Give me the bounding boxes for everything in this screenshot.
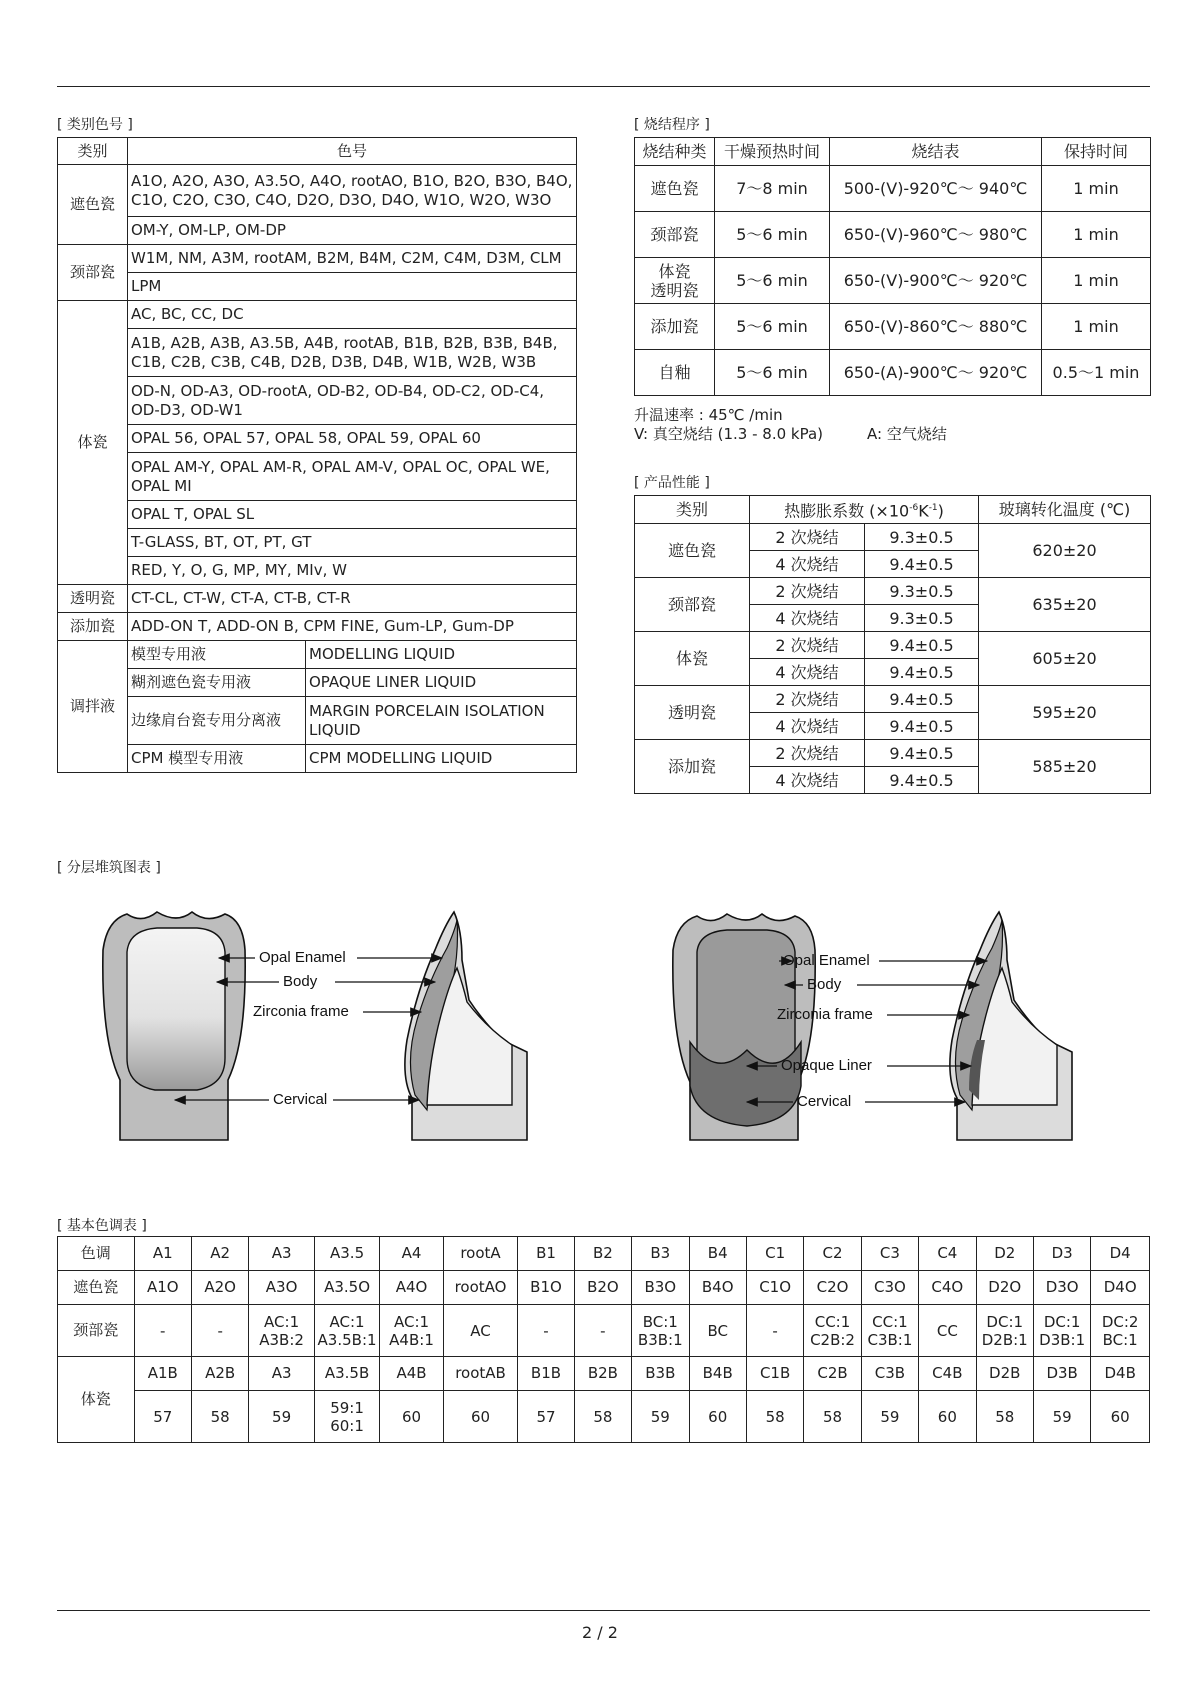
heating-rate: 升温速率 : 45℃ /min <box>634 406 783 424</box>
shade-cell: B3 <box>632 1237 689 1271</box>
firing-header-cell: 干燥预热时间 <box>715 138 830 166</box>
right-side-tooth <box>950 912 1072 1140</box>
label-opal-enamel-right: Opal Enamel <box>783 952 870 969</box>
body-cell: B2B <box>574 1357 631 1391</box>
firing-header-cell: 烧结种类 <box>635 138 715 166</box>
firing-cell: 颈部瓷 <box>635 212 715 258</box>
firing-row <box>635 166 1151 212</box>
shade-cell-line: C2B:2 <box>810 1330 855 1349</box>
footer-rule <box>57 1610 1150 1611</box>
firing-cell: 650-(A)-900℃～ 920℃ <box>830 350 1042 396</box>
body-cell: C3B <box>861 1357 918 1391</box>
firing-count: 2 次烧结 <box>750 524 865 551</box>
tg-value: 605±20 <box>979 632 1151 686</box>
category-header-codes: 色号 <box>128 138 577 165</box>
firing-header-row <box>635 138 1151 166</box>
shade-cell: D2 <box>976 1237 1033 1271</box>
opal-cell <box>574 1391 631 1443</box>
shade-cell-line: 60 <box>708 1407 728 1426</box>
category-row <box>58 745 577 773</box>
shade-cell-line: 58 <box>210 1407 230 1426</box>
cervical-cell <box>632 1305 689 1357</box>
firing-cell: 体瓷 透明瓷 <box>635 258 715 304</box>
row-label-cervical: 颈部瓷 <box>58 1305 135 1357</box>
shade-cell-line: C3B:1 <box>867 1330 913 1349</box>
firing-cell: 5～6 min <box>715 304 830 350</box>
shade-cell-line: - <box>772 1321 778 1340</box>
liquid-name-en: MODELLING LIQUID <box>306 641 577 669</box>
shade-cell: A4 <box>380 1237 443 1271</box>
opaque-cell: C1O <box>746 1271 803 1305</box>
liquid-name-en: CPM MODELLING LIQUID <box>306 745 577 773</box>
firing-header-cell: 保持时间 <box>1042 138 1151 166</box>
air-note: A: 空气烧结 <box>867 425 947 443</box>
shade-cell: C3 <box>861 1237 918 1271</box>
shade-cell-line: 60:1 <box>330 1416 364 1435</box>
category-row <box>58 217 577 245</box>
opaque-cell: A3O <box>249 1271 314 1305</box>
vacuum-note: V: 真空烧结 (1.3 - 8.0 kPa) <box>634 425 824 443</box>
shade-cell-line: BC <box>707 1321 728 1340</box>
firing-cell: 5～6 min <box>715 350 830 396</box>
opaque-cell: rootAO <box>443 1271 518 1305</box>
firing-row <box>635 350 1151 396</box>
category-row <box>58 641 577 669</box>
shade-cell: A3 <box>249 1237 314 1271</box>
opaque-row <box>58 1271 1150 1305</box>
shade-cell-line: 58 <box>593 1407 613 1426</box>
category-row <box>58 273 577 301</box>
opal-cell <box>443 1391 518 1443</box>
cte-value: 9.4±0.5 <box>865 551 979 578</box>
firing-cell: 1 min <box>1042 258 1151 304</box>
liquid-name-cn: 糊剂遮色瓷专用液 <box>128 669 306 697</box>
opal-cell <box>689 1391 746 1443</box>
body-cell: A3.5B <box>314 1357 379 1391</box>
cte-value: 9.3±0.5 <box>865 578 979 605</box>
category-row <box>58 245 577 273</box>
shade-cell: A1 <box>134 1237 191 1271</box>
cervical-cell <box>689 1305 746 1357</box>
body-cell: B3B <box>632 1357 689 1391</box>
firing-cell: 5～6 min <box>715 258 830 304</box>
opaque-cell: A3.5O <box>314 1271 379 1305</box>
category-row <box>58 425 577 453</box>
body-cell: C4B <box>919 1357 976 1391</box>
cervical-cell <box>134 1305 191 1357</box>
cervical-cell <box>1033 1305 1090 1357</box>
property-row <box>635 632 1151 659</box>
category-name: 透明瓷 <box>58 585 128 613</box>
opal-cell <box>804 1391 861 1443</box>
firing-count: 2 次烧结 <box>750 578 865 605</box>
opal-cell <box>518 1391 574 1443</box>
shade-cell-line: DC:1 <box>1043 1312 1081 1331</box>
body-cell: B4B <box>689 1357 746 1391</box>
shade-cell-line: 59 <box>880 1407 900 1426</box>
header-rule <box>57 86 1150 87</box>
category-codes: OPAL AM-Y, OPAL AM-R, OPAL AM-V, OPAL OC, OPAL WE, OPAL MI <box>128 453 577 501</box>
firing-cell: 650-(V)-900℃～ 920℃ <box>830 258 1042 304</box>
label-zirconia-left: Zirconia frame <box>253 1003 349 1020</box>
shade-cell: B1 <box>518 1237 574 1271</box>
firing-notes <box>634 406 947 444</box>
shade-cell-line: - <box>160 1321 166 1340</box>
shade-cell-line: 60 <box>1110 1407 1130 1426</box>
prop-header-category: 类别 <box>635 496 750 524</box>
liquid-name-cn: 模型专用液 <box>128 641 306 669</box>
shade-cell-line: D3B:1 <box>1039 1330 1086 1349</box>
opal-cell <box>919 1391 976 1443</box>
row-label-body: 体瓷 <box>58 1357 135 1443</box>
left-front-tooth <box>103 912 245 1140</box>
category-codes: OPAL 56, OPAL 57, OPAL 58, OPAL 59, OPAL 60 <box>128 425 577 453</box>
shade-cell-line: AC <box>470 1321 491 1340</box>
firing-count: 2 次烧结 <box>750 632 865 659</box>
category-codes: CT-CL, CT-W, CT-A, CT-B, CT-R <box>128 585 577 613</box>
category-row <box>58 585 577 613</box>
page-number: 2 / 2 <box>582 1623 618 1642</box>
shade-cell-line: 57 <box>536 1407 556 1426</box>
shade-cell-line: A3B:2 <box>259 1330 304 1349</box>
body-cell: D4B <box>1091 1357 1150 1391</box>
tg-value: 585±20 <box>979 740 1151 794</box>
opaque-cell: C4O <box>919 1271 976 1305</box>
layering-diagram <box>57 890 1150 1150</box>
shade-row <box>58 1237 1150 1271</box>
property-category: 添加瓷 <box>635 740 750 794</box>
shade-cell-line: 59 <box>650 1407 670 1426</box>
cte-value: 9.4±0.5 <box>865 713 979 740</box>
tg-value: 595±20 <box>979 686 1151 740</box>
firing-cell: 1 min <box>1042 304 1151 350</box>
category-header-type: 类别 <box>58 138 128 165</box>
shade-cell-line: BC:1 <box>642 1312 678 1331</box>
firing-cell: 650-(V)-960℃～ 980℃ <box>830 212 1042 258</box>
cte-value: 9.4±0.5 <box>865 767 979 794</box>
category-codes: ADD-ON T, ADD-ON B, CPM FINE, Gum-LP, Gum-DP <box>128 613 577 641</box>
shade-cell-line: - <box>543 1321 549 1340</box>
cte-value: 9.4±0.5 <box>865 659 979 686</box>
firing-cell: 1 min <box>1042 212 1151 258</box>
cervical-row <box>58 1305 1150 1357</box>
section-title-properties: [ 产品性能 ] <box>634 475 710 491</box>
label-opal-enamel-left: Opal Enamel <box>259 949 346 966</box>
opal-cell <box>380 1391 443 1443</box>
liquid-name-en: OPAQUE LINER LIQUID <box>306 669 577 697</box>
property-row <box>635 578 1151 605</box>
body-cell: D2B <box>976 1357 1033 1391</box>
shade-cell: rootA <box>443 1237 518 1271</box>
shade-cell-line: DC:2 <box>1101 1312 1139 1331</box>
opaque-cell: B3O <box>632 1271 689 1305</box>
firing-row <box>635 258 1151 304</box>
tg-value: 635±20 <box>979 578 1151 632</box>
row-label-opaque: 遮色瓷 <box>58 1271 135 1305</box>
opaque-cell: B1O <box>518 1271 574 1305</box>
shade-cell: B4 <box>689 1237 746 1271</box>
shade-cell-line: 60 <box>470 1407 491 1426</box>
shade-cell-line: 58 <box>822 1407 843 1426</box>
opal-cell <box>1033 1391 1090 1443</box>
cervical-cell <box>443 1305 518 1357</box>
category-name: 体瓷 <box>58 301 128 585</box>
label-cervical-right: Cervical <box>797 1093 852 1110</box>
body-cell: B1B <box>518 1357 574 1391</box>
body-cell: A1B <box>134 1357 191 1391</box>
opal-cell <box>191 1391 248 1443</box>
shade-cell: C1 <box>746 1237 803 1271</box>
firing-count: 4 次烧结 <box>750 605 865 632</box>
category-row <box>58 557 577 585</box>
firing-row <box>635 304 1151 350</box>
opaque-cell: B4O <box>689 1271 746 1305</box>
shade-cell-line: 60 <box>937 1407 957 1426</box>
cervical-cell <box>191 1305 248 1357</box>
firing-count: 2 次烧结 <box>750 686 865 713</box>
shade-cell-line: 59 <box>272 1407 292 1426</box>
category-name: 颈部瓷 <box>58 245 128 301</box>
shade-cell: A3.5 <box>314 1237 379 1271</box>
label-body-right: Body <box>807 976 842 993</box>
category-codes: A1O, A2O, A3O, A3.5O, A4O, rootAO, B1O, B2O, B3O, B4O, C1O, C2O, C3O, C4O, D2O, D3O, D4O, W1O, W2O, W3O <box>128 165 577 217</box>
label-cervical-left: Cervical <box>273 1091 328 1108</box>
cte-value: 9.4±0.5 <box>865 686 979 713</box>
shade-cell-line: 58 <box>995 1407 1015 1426</box>
firing-count: 4 次烧结 <box>750 767 865 794</box>
category-row <box>58 453 577 501</box>
category-row <box>58 697 577 745</box>
opaque-cell: B2O <box>574 1271 631 1305</box>
shade-cell-line: AC:1 <box>329 1312 365 1331</box>
category-codes: T-GLASS, BT, OT, PT, GT <box>128 529 577 557</box>
row-label-shade: 色调 <box>58 1237 135 1271</box>
shade-cell-line: AC:1 <box>264 1312 300 1331</box>
shade-cell-line: BC:1 <box>1102 1330 1138 1349</box>
category-row <box>58 529 577 557</box>
opaque-cell: A1O <box>134 1271 191 1305</box>
opal-cell <box>632 1391 689 1443</box>
category-row <box>58 329 577 377</box>
property-row <box>635 524 1151 551</box>
opal-row <box>58 1391 1150 1443</box>
firing-cell: 自釉 <box>635 350 715 396</box>
shade-cell-line: CC <box>936 1321 958 1340</box>
prop-header-cte: 热膨胀系数 $(\times 10^{-6}K^{-1})$ <box>750 496 979 524</box>
shade-cell-line: A4B:1 <box>389 1330 434 1349</box>
firing-cell: 650-(V)-860℃～ 880℃ <box>830 304 1042 350</box>
opal-cell <box>249 1391 314 1443</box>
liquid-name-en: MARGIN PORCELAIN ISOLATION LIQUID <box>306 697 577 745</box>
firing-cell: 500-(V)-920℃～ 940℃ <box>830 166 1042 212</box>
property-category: 透明瓷 <box>635 686 750 740</box>
cervical-cell <box>518 1305 574 1357</box>
tg-value: 620±20 <box>979 524 1151 578</box>
cte-value: 9.4±0.5 <box>865 740 979 767</box>
cervical-cell <box>976 1305 1033 1357</box>
shade-cell-line: DC:1 <box>986 1312 1024 1331</box>
category-codes: OM-Y, OM-LP, OM-DP <box>128 217 577 245</box>
body-cell: A3 <box>249 1357 314 1391</box>
category-name: 添加瓷 <box>58 613 128 641</box>
shade-cell: A2 <box>191 1237 248 1271</box>
category-table <box>57 137 577 773</box>
category-codes: W1M, NM, A3M, rootAM, B2M, B4M, C2M, C4M, D3M, CLM <box>128 245 577 273</box>
body-cell: C2B <box>804 1357 861 1391</box>
firing-table <box>634 137 1151 396</box>
shade-cell-line: 57 <box>153 1407 173 1426</box>
category-row <box>58 501 577 529</box>
firing-row <box>635 212 1151 258</box>
shade-cell-line: - <box>600 1321 606 1340</box>
opal-cell <box>1091 1391 1150 1443</box>
shade-cell-line: 60 <box>401 1407 422 1426</box>
opaque-cell: D2O <box>976 1271 1033 1305</box>
firing-mode-notes <box>634 425 947 444</box>
category-codes: AC, BC, CC, DC <box>128 301 577 329</box>
firing-cell: 7～8 min <box>715 166 830 212</box>
section-title-layering: [ 分层堆筑图表 ] <box>57 860 161 876</box>
shade-cell-line: CC:1 <box>872 1312 908 1331</box>
category-header-row <box>58 138 577 165</box>
cte-value: 9.3±0.5 <box>865 605 979 632</box>
category-codes: RED, Y, O, G, MP, MY, MIv, W <box>128 557 577 585</box>
opaque-cell: C2O <box>804 1271 861 1305</box>
property-row <box>635 686 1151 713</box>
shade-cell: B2 <box>574 1237 631 1271</box>
label-body-left: Body <box>283 973 318 990</box>
category-codes: A1B, A2B, A3B, A3.5B, A4B, rootAB, B1B, B2B, B3B, B4B, C1B, C2B, C3B, C4B, D2B, D3B, D4B, W1B, W2B, W3B <box>128 329 577 377</box>
shade-cell-line: 58 <box>765 1407 785 1426</box>
shade-cell: C4 <box>919 1237 976 1271</box>
category-row <box>58 165 577 217</box>
firing-count: 2 次烧结 <box>750 740 865 767</box>
body-cell: A4B <box>380 1357 443 1391</box>
shade-cell-line: CC:1 <box>814 1312 851 1331</box>
right-front-tooth <box>673 914 815 1140</box>
section-title-categories: [ 类别色号 ] <box>57 117 133 133</box>
firing-header-cell: 烧结表 <box>830 138 1042 166</box>
cte-value: 9.4±0.5 <box>865 632 979 659</box>
opal-cell <box>746 1391 803 1443</box>
liquid-name-cn: 边缘肩台瓷专用分离液 <box>128 697 306 745</box>
category-codes: LPM <box>128 273 577 301</box>
cervical-cell <box>574 1305 631 1357</box>
label-opaque-liner-right: Opaque Liner <box>781 1057 872 1074</box>
firing-cell: 遮色瓷 <box>635 166 715 212</box>
property-row <box>635 740 1151 767</box>
shade-cell-line: 59:1 <box>330 1398 364 1417</box>
cervical-cell <box>380 1305 443 1357</box>
body-cell: D3B <box>1033 1357 1090 1391</box>
firing-count: 4 次烧结 <box>750 551 865 578</box>
shade-cell: D3 <box>1033 1237 1090 1271</box>
prop-header-tg: 玻璃转化温度 (℃) <box>979 496 1151 524</box>
opal-cell <box>314 1391 379 1443</box>
cervical-cell <box>746 1305 803 1357</box>
opaque-cell: D4O <box>1091 1271 1150 1305</box>
cervical-cell <box>249 1305 314 1357</box>
cervical-cell <box>919 1305 976 1357</box>
opaque-cell: D3O <box>1033 1271 1090 1305</box>
property-table <box>634 495 1151 794</box>
opal-cell <box>861 1391 918 1443</box>
liquid-name-cn: CPM 模型专用液 <box>128 745 306 773</box>
shade-cell-line: - <box>217 1321 223 1340</box>
shade-cell: D4 <box>1091 1237 1150 1271</box>
category-row <box>58 377 577 425</box>
cervical-cell <box>804 1305 861 1357</box>
cervical-cell <box>314 1305 379 1357</box>
firing-cell: 1 min <box>1042 166 1151 212</box>
category-name: 遮色瓷 <box>58 165 128 245</box>
category-codes: OD-N, OD-A3, OD-rootA, OD-B2, OD-B4, OD-C2, OD-C4, OD-D3, OD-W1 <box>128 377 577 425</box>
shade-cell-line: D2B:1 <box>981 1330 1028 1349</box>
shade-cell-line: B3B:1 <box>637 1330 683 1349</box>
label-zirconia-right: Zirconia frame <box>777 1006 873 1023</box>
category-row <box>58 613 577 641</box>
section-title-firing: [ 烧结程序 ] <box>634 117 710 133</box>
section-title-shades: [ 基本色调表 ] <box>57 1218 147 1234</box>
category-row <box>58 669 577 697</box>
shade-cell-line: AC:1 <box>393 1312 430 1331</box>
body-cell: C1B <box>746 1357 803 1391</box>
shade-cell-line: A3.5B:1 <box>317 1330 377 1349</box>
shade-table <box>57 1236 1150 1443</box>
opaque-cell: A2O <box>191 1271 248 1305</box>
shade-cell-line: 59 <box>1052 1407 1072 1426</box>
shade-cell: C2 <box>804 1237 861 1271</box>
category-row <box>58 301 577 329</box>
cervical-cell <box>1091 1305 1150 1357</box>
firing-cell: 5～6 min <box>715 212 830 258</box>
body-cell: A2B <box>191 1357 248 1391</box>
cervical-cell <box>861 1305 918 1357</box>
property-category: 体瓷 <box>635 632 750 686</box>
body-row <box>58 1357 1150 1391</box>
property-category: 遮色瓷 <box>635 524 750 578</box>
opal-cell <box>976 1391 1033 1443</box>
opal-cell <box>134 1391 191 1443</box>
property-category: 颈部瓷 <box>635 578 750 632</box>
left-side-tooth <box>405 912 527 1140</box>
body-cell: rootAB <box>443 1357 518 1391</box>
category-name: 调拌液 <box>58 641 128 773</box>
opaque-cell: C3O <box>861 1271 918 1305</box>
cte-value: 9.3±0.5 <box>865 524 979 551</box>
opaque-cell: A4O <box>380 1271 443 1305</box>
firing-cell: 添加瓷 <box>635 304 715 350</box>
category-codes: OPAL T, OPAL SL <box>128 501 577 529</box>
firing-cell: 0.5～1 min <box>1042 350 1151 396</box>
firing-count: 4 次烧结 <box>750 713 865 740</box>
firing-count: 4 次烧结 <box>750 659 865 686</box>
